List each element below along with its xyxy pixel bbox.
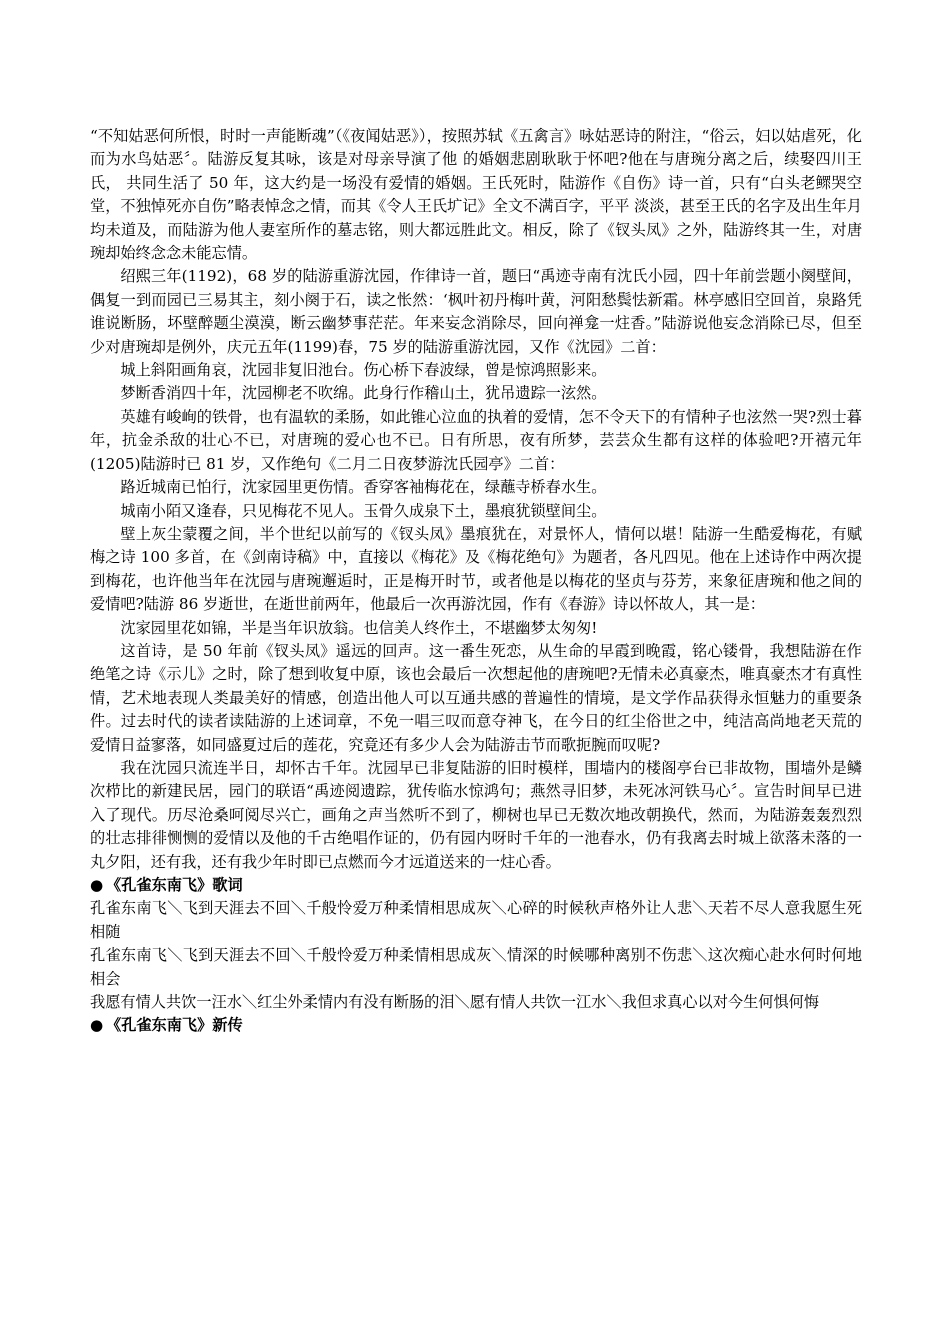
poem-line: 城上斜阳画角哀，沈园非复旧池台。伤心桥下春波绿，曾是惊鸿照影来。	[120, 361, 607, 380]
paragraph-5: 这首诗，是 50 年前《钗头凤》遥远的回声。这一番生死恋，从生命的早霞到晚霞，铭心镂骨，我想陆游在作绝笔之诗《示儿》之时，除了想到收复中原，该也会最后一次想起他的唐琬吧?无情未必真豪杰，唯真豪杰才有真性情，艺术地表现人类最美好的情感，创造出他人可以互通共感的普遍性的情境，是文学作品获得永恒魅力的重要条件。过去时代的读者读陆游的上述词章，不免一唱三叹而意夺神飞，在今日的红尘俗世之中，纯洁高尚地老天荒的爱情日益寥落，如同盛夏过后的莲花，究竟还有多少人会为陆游击节而歌扼腕而叹呢?	[90, 641, 862, 754]
paragraph-3: 英雄有峻峋的铁骨，也有温软的柔肠，如此锥心泣血的执着的爱情，怎不令天下的有情种子也泫然一哭?烈士暮年，抗金杀敌的壮心不已，对唐琬的爱心也不已。日有所思，夜有所梦，芸芸众生都有这样的体验吧?开禧元年(1205)陆游时已 81 岁，又作绝句《二月二日夜梦游沈氏园亭》二首：	[90, 407, 862, 473]
bullet-icon: ●	[90, 876, 104, 894]
paragraph-4: 壁上灰尘蒙覆之间，半个世纪以前写的《钗头凤》墨痕犹在，对景怀人，情何以堪！陆游一生酷爱梅花，有赋梅之诗 100 多首，在《剑南诗稿》中，直接以《梅花》及《梅花绝句》为题者，各凡四见。他在上述诗作中两次提到梅花，也许他当年在沈园与唐琬邂逅时，正是梅开时节，或者他是以梅花的坚贞与芬芳，来象征唐琬和他之间的爱情吧?陆游 86 岁逝世，在逝世前两年，他最后一次再游沈园，作有《春游》诗以怀故人，其一是：	[90, 524, 862, 614]
poem-line: 沈家园里花如锦，半是当年识放翁。也信美人终作土，不堪幽梦太匆匆!	[120, 618, 598, 637]
paragraph-6: 我在沈园只流连半日，却怀古千年。沈园早已非复陆游的旧时模样，围墙内的楼阁亭台已非故物，围墙外是鳞次栉比的新建民居，园门的联语“禹迹阅遗踪，犹传临水惊鸿句；燕然寻旧梦，未死冰河铁马心〞。宣告时间早已进入了现代。历尽沧桑呵阅尽兴亡，画角之声当然听不到了，柳树也早已无数次地改朝换代，然而，为陆游轰轰烈烈的壮志排徘恻恻的爱情以及他的千古绝唱作证的，仍有园内呀时千年的一池春水，仍有我离去时城上欲落未落的一丸夕阳，还有我，还有我少年时即已点燃而今才远道送来的一炷心香。	[90, 758, 862, 871]
paragraph-2: 绍熙三年(1192)，68 岁的陆游重游沈园，作律诗一首，题曰“禹迹寺南有沈氏小园，四十年前尝题小阕壁间，偶复一到而园已三易其主，刻小阕于石，读之怅然：‘枫叶初丹梅叶黄，河阳愁鬓怯新霜。林亭感旧空回首，泉路凭谁说断肠，坏壁醉题尘漠漠，断云幽梦事茫茫。年来妄念消除尽，回向禅龛一炷香。”陆游说他妄念消除已尽，但至少对唐琬却是例外，庆元五年(1199)春，75 岁的陆游重游沈园，又作《沈园》二首：	[90, 267, 862, 356]
poem-line: 梦断香消四十年，沈园柳老不吹绵。此身行作稽山土，犹吊遗踪一泫然。	[120, 384, 607, 403]
poem-line: 路近城南已怕行，沈家园里更伤情。香穿客袖梅花在，绿蘸寺桥春水生。	[120, 478, 607, 497]
section-heading-new-story	[90, 1014, 862, 1037]
lyric-line: 我愿有情人共饮一汪水＼红尘外柔情内有没有断肠的泪＼愿有情人共饮一江水＼我但求真心以对今生何惧何悔	[90, 993, 819, 1012]
paragraph-1: “不知姑恶何所恨，时时一声能断魂”（《夜闻姑恶》），按照苏轼《五禽言》咏姑恶诗的附注，“俗云，妇以姑虐死，化而为水鸟姑恶〞。陆游反复其咏，该是对母亲导演了他 的婚姻悲剧耿耿于怀吧?他在与唐琬分离之后，续娶四川王氏， 共同生活了 50 年，这大约是一场没有爱情的婚姻。王氏死时，陆游作《自伤》诗一首，只有“白头老鳏哭空堂，不独悼死亦自伤”略表悼念之情，而其《令人王氏圹记》全文不满百字，平平 淡淡，甚至王氏的名字及出生年月均未道及，而陆游为他人妻室所作的墓志铭，则大都远胜此文。相反，除了《钗头凤》之外，陆游终其一生，对唐琬却始终念念未能忘情。	[90, 127, 862, 263]
section-heading-lyrics	[90, 874, 862, 897]
section-title: 《孔雀东南飞》歌词	[105, 876, 243, 894]
bullet-icon: ●	[90, 1016, 104, 1035]
poem-line: 城南小陌又逢春，只见梅花不见人。玉骨久成泉下土，墨痕犹锁壁间尘。	[120, 501, 607, 520]
document-page	[90, 125, 862, 1038]
section-title: 《孔雀东南飞》新传	[105, 1016, 243, 1035]
lyric-line: 孔雀东南飞＼飞到天涯去不回＼千般怜爱万种柔情相思成灰＼情深的时候哪种离别不伤悲＼这次痴心赴水何时何地相会	[90, 946, 862, 988]
lyric-line: 孔雀东南飞＼飞到天涯去不回＼千般怜爱万种柔情相思成灰＼心碎的时候秋声格外让人悲＼天若不尽人意我愿生死相随	[90, 899, 862, 941]
